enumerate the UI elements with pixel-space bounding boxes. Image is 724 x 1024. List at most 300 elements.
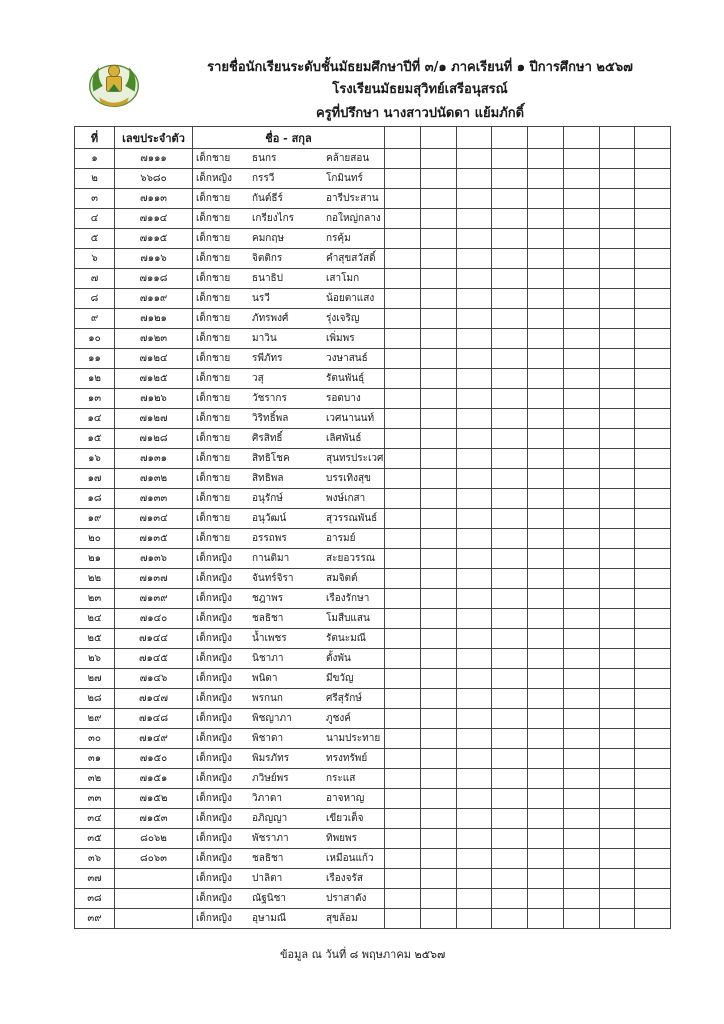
table-row	[75, 569, 671, 589]
blank-cell	[385, 589, 421, 609]
blank-cell	[599, 729, 635, 749]
table-row	[75, 489, 671, 509]
blank-cell	[456, 569, 492, 589]
last-name: ตั้งพัน	[326, 653, 351, 664]
data-date-footer: ข้อมูล ณ วันที่ ๘ พฤษภาคม ๒๕๖๗	[280, 948, 446, 961]
student-id: ๗๑๕๓	[115, 809, 193, 829]
first-name: น้ำเพชร	[252, 633, 287, 644]
student-table	[74, 126, 671, 929]
blank-cell	[635, 909, 671, 929]
blank-cell	[492, 209, 528, 229]
blank-cell	[635, 829, 671, 849]
blank-cell	[456, 489, 492, 509]
student-id: ๗๑๑๔	[115, 209, 193, 229]
blank-cell	[456, 689, 492, 709]
student-id: ๗๑๒๓	[115, 329, 193, 349]
blank-cell	[420, 889, 456, 909]
blank-cell	[420, 269, 456, 289]
first-name: อรรถพร	[252, 533, 287, 544]
first-name: พิชาดา	[252, 733, 284, 744]
blank-cell	[599, 629, 635, 649]
blank-cell	[528, 329, 564, 349]
blank-cell	[563, 609, 599, 629]
name-prefix: เด็กชาย	[196, 533, 231, 544]
blank-cell	[492, 349, 528, 369]
student-id: ๗๑๕๒	[115, 789, 193, 809]
blank-cell	[492, 669, 528, 689]
blank-cell	[420, 589, 456, 609]
blank-cell	[563, 489, 599, 509]
student-id: ๗๑๒๗	[115, 409, 193, 429]
blank-cell	[385, 329, 421, 349]
blank-cell	[492, 409, 528, 429]
blank-cell	[635, 229, 671, 249]
blank-cell	[456, 889, 492, 909]
blank-cell	[528, 389, 564, 409]
blank-cell	[456, 349, 492, 369]
row-number: ๑๒	[75, 369, 115, 389]
blank-cell	[599, 669, 635, 689]
blank-cell	[528, 729, 564, 749]
blank-cell	[492, 629, 528, 649]
row-number: ๑	[75, 149, 115, 169]
student-name	[193, 529, 385, 549]
table-row	[75, 429, 671, 449]
blank-cell	[420, 749, 456, 769]
student-id: ๗๑๔๕	[115, 649, 193, 669]
blank-cell	[492, 769, 528, 789]
student-name	[193, 549, 385, 569]
table-row	[75, 829, 671, 849]
first-name: ภัทรพงศ์	[252, 313, 289, 324]
last-name: วงษาสนธ์	[326, 353, 368, 364]
student-id: ๗๑๓๑	[115, 449, 193, 469]
table-row	[75, 389, 671, 409]
blank-cell	[528, 249, 564, 269]
blank-cell	[420, 389, 456, 409]
blank-cell	[385, 669, 421, 689]
first-name: พนิดา	[252, 673, 278, 684]
last-name: เสาโมก	[326, 273, 360, 284]
blank-cell	[420, 209, 456, 229]
student-id: ๗๑๑๘	[115, 269, 193, 289]
student-id: ๗๑๓๒	[115, 469, 193, 489]
blank-cell	[456, 529, 492, 549]
first-name: จิตติกร	[252, 253, 283, 264]
blank-cell	[599, 749, 635, 769]
last-name: ศรีสุรักษ์	[326, 693, 362, 704]
blank-cell	[456, 309, 492, 329]
blank-cell	[528, 669, 564, 689]
row-number: ๓๙	[75, 909, 115, 929]
blank-cell	[599, 509, 635, 529]
name-prefix: เด็กชาย	[196, 453, 231, 464]
student-id: ๘๐๖๒	[115, 829, 193, 849]
row-number: ๙	[75, 309, 115, 329]
blank-cell	[456, 729, 492, 749]
blank-cell	[563, 509, 599, 529]
student-id: ๗๑๑๕	[115, 229, 193, 249]
last-name: เรืองจรัส	[326, 873, 364, 884]
blank-cell	[385, 689, 421, 709]
blank-cell	[635, 889, 671, 909]
blank-cell	[599, 849, 635, 869]
first-name: ชลธิชา	[252, 853, 284, 864]
table-row	[75, 589, 671, 609]
table-row	[75, 269, 671, 289]
blank-cell	[599, 449, 635, 469]
blank-cell	[528, 849, 564, 869]
blank-cell	[635, 849, 671, 869]
blank-cell	[635, 209, 671, 229]
row-number: ๕	[75, 229, 115, 249]
student-name	[193, 789, 385, 809]
blank-cell	[635, 409, 671, 429]
table-row	[75, 409, 671, 429]
student-id: ๗๑๔๖	[115, 669, 193, 689]
last-name: เรืองรักษา	[326, 593, 370, 604]
blank-col	[563, 127, 599, 149]
name-prefix: เด็กชาย	[196, 333, 231, 344]
blank-cell	[492, 529, 528, 549]
blank-cell	[563, 709, 599, 729]
blank-cell	[599, 349, 635, 369]
blank-cell	[385, 149, 421, 169]
table-row	[75, 729, 671, 749]
last-name: คล้ายสอน	[326, 153, 370, 164]
blank-cell	[599, 289, 635, 309]
blank-cell	[385, 529, 421, 549]
blank-cell	[599, 369, 635, 389]
table-row	[75, 169, 671, 189]
name-prefix: เด็กชาย	[196, 353, 231, 364]
blank-cell	[385, 869, 421, 889]
blank-cell	[635, 749, 671, 769]
blank-cell	[456, 289, 492, 309]
blank-cell	[420, 529, 456, 549]
student-id: ๗๑๔๔	[115, 629, 193, 649]
row-number: ๓๑	[75, 749, 115, 769]
last-name: นามประทาย	[326, 733, 381, 744]
student-name	[193, 609, 385, 629]
blank-cell	[456, 629, 492, 649]
blank-cell	[528, 569, 564, 589]
blank-cell	[635, 669, 671, 689]
blank-cell	[599, 549, 635, 569]
last-name: เพิ่มพร	[326, 333, 355, 344]
blank-cell	[492, 149, 528, 169]
first-name: นรวี	[252, 293, 270, 304]
blank-cell	[385, 269, 421, 289]
table-header-row	[75, 127, 671, 149]
blank-cell	[420, 649, 456, 669]
school-emblem-logo	[86, 56, 142, 112]
student-name	[193, 149, 385, 169]
blank-cell	[385, 609, 421, 629]
blank-cell	[456, 469, 492, 489]
student-id: ๗๑๓๓	[115, 489, 193, 509]
last-name: สะยอวรรณ	[326, 553, 375, 564]
blank-cell	[456, 789, 492, 809]
blank-cell	[385, 289, 421, 309]
blank-col	[599, 127, 635, 149]
student-name	[193, 869, 385, 889]
blank-cell	[385, 909, 421, 929]
name-prefix: เด็กชาย	[196, 513, 231, 524]
row-number: ๒๓	[75, 589, 115, 609]
name-prefix: เด็กชาย	[196, 413, 231, 424]
blank-cell	[563, 229, 599, 249]
blank-cell	[456, 609, 492, 629]
name-prefix: เด็กหญิง	[196, 633, 232, 644]
blank-cell	[635, 349, 671, 369]
blank-cell	[456, 829, 492, 849]
first-name: กรรวี	[252, 173, 275, 184]
blank-cell	[599, 469, 635, 489]
table-row	[75, 629, 671, 649]
blank-cell	[528, 369, 564, 389]
table-row	[75, 809, 671, 829]
row-number: ๒๗	[75, 669, 115, 689]
student-id: ๖๖๘๐	[115, 169, 193, 189]
blank-cell	[599, 589, 635, 609]
blank-col	[456, 127, 492, 149]
first-name: ชฎาพร	[252, 593, 284, 604]
row-number: ๘	[75, 289, 115, 309]
table-row	[75, 449, 671, 469]
blank-cell	[385, 169, 421, 189]
row-number: ๑๙	[75, 509, 115, 529]
blank-cell	[563, 689, 599, 709]
blank-cell	[635, 729, 671, 749]
student-id	[115, 889, 193, 909]
blank-cell	[563, 289, 599, 309]
blank-cell	[420, 469, 456, 489]
row-number: ๑๘	[75, 489, 115, 509]
blank-cell	[599, 829, 635, 849]
last-name: เลิศพันธ์	[326, 433, 362, 444]
blank-cell	[563, 589, 599, 609]
blank-cell	[528, 429, 564, 449]
blank-cell	[492, 609, 528, 629]
student-id: ๗๑๒๖	[115, 389, 193, 409]
blank-cell	[385, 709, 421, 729]
first-name: ธนกร	[252, 153, 277, 164]
blank-cell	[528, 889, 564, 909]
blank-cell	[492, 569, 528, 589]
blank-cell	[563, 809, 599, 829]
student-name	[193, 389, 385, 409]
blank-cell	[635, 809, 671, 829]
last-name: สุขล้อม	[326, 913, 358, 924]
name-prefix: เด็กหญิง	[196, 593, 232, 604]
row-number: ๗	[75, 269, 115, 289]
student-id: ๗๑๓๖	[115, 549, 193, 569]
first-name: ศิรสิทธิ์	[252, 433, 283, 444]
table-row	[75, 649, 671, 669]
blank-cell	[456, 649, 492, 669]
first-name: จันทร์จิรา	[252, 573, 294, 584]
blank-cell	[385, 349, 421, 369]
row-number: ๒๙	[75, 709, 115, 729]
student-name	[193, 849, 385, 869]
blank-cell	[599, 429, 635, 449]
first-name: วัชรากร	[252, 393, 287, 404]
blank-cell	[528, 629, 564, 649]
student-id: ๗๑๑๓	[115, 189, 193, 209]
row-number: ๔	[75, 209, 115, 229]
blank-cell	[599, 309, 635, 329]
blank-cell	[385, 829, 421, 849]
blank-cell	[563, 449, 599, 469]
blank-cell	[528, 689, 564, 709]
blank-cell	[385, 749, 421, 769]
blank-cell	[563, 369, 599, 389]
student-name	[193, 689, 385, 709]
col-header-no: ที่	[75, 127, 115, 149]
blank-cell	[420, 309, 456, 329]
table-row	[75, 709, 671, 729]
blank-cell	[599, 649, 635, 669]
blank-cell	[528, 529, 564, 549]
student-name	[193, 729, 385, 749]
table-row	[75, 349, 671, 369]
last-name: อาจหาญ	[326, 793, 365, 804]
table-row	[75, 689, 671, 709]
blank-cell	[385, 189, 421, 209]
blank-cell	[420, 669, 456, 689]
table-row	[75, 889, 671, 909]
col-header-name: ชื่อ - สกุล	[193, 127, 385, 149]
blank-cell	[492, 849, 528, 869]
blank-cell	[456, 849, 492, 869]
blank-cell	[635, 289, 671, 309]
blank-cell	[385, 309, 421, 329]
blank-cell	[563, 669, 599, 689]
blank-cell	[456, 509, 492, 529]
student-name	[193, 209, 385, 229]
blank-cell	[563, 389, 599, 409]
blank-cell	[563, 889, 599, 909]
blank-cell	[528, 489, 564, 509]
last-name: ภูชงค์	[326, 713, 351, 724]
blank-cell	[492, 869, 528, 889]
student-name	[193, 489, 385, 509]
blank-cell	[420, 809, 456, 829]
blank-cell	[420, 449, 456, 469]
blank-cell	[635, 269, 671, 289]
blank-cell	[420, 849, 456, 869]
blank-cell	[528, 809, 564, 829]
name-prefix: เด็กหญิง	[196, 913, 232, 924]
blank-cell	[563, 869, 599, 889]
student-name	[193, 749, 385, 769]
blank-cell	[420, 489, 456, 509]
blank-cell	[599, 709, 635, 729]
student-id: ๘๐๖๓	[115, 849, 193, 869]
blank-cell	[528, 349, 564, 369]
table-row	[75, 209, 671, 229]
blank-cell	[420, 229, 456, 249]
student-name	[193, 289, 385, 309]
blank-cell	[563, 569, 599, 589]
blank-cell	[635, 189, 671, 209]
blank-cell	[420, 729, 456, 749]
student-name	[193, 429, 385, 449]
student-id: ๗๑๓๕	[115, 529, 193, 549]
table-row	[75, 749, 671, 769]
name-prefix: เด็กหญิง	[196, 753, 232, 764]
blank-cell	[492, 509, 528, 529]
blank-cell	[492, 809, 528, 829]
blank-cell	[492, 289, 528, 309]
blank-cell	[385, 789, 421, 809]
blank-cell	[635, 649, 671, 669]
blank-cell	[492, 329, 528, 349]
name-prefix: เด็กหญิง	[196, 693, 232, 704]
blank-cell	[635, 509, 671, 529]
first-name: พรกนก	[252, 693, 283, 704]
student-name	[193, 669, 385, 689]
student-name	[193, 709, 385, 729]
blank-cell	[635, 249, 671, 269]
first-name: ธนาธิป	[252, 273, 284, 284]
student-name	[193, 649, 385, 669]
blank-cell	[456, 229, 492, 249]
row-number: ๑๑	[75, 349, 115, 369]
name-prefix: เด็กหญิง	[196, 173, 232, 184]
blank-cell	[492, 169, 528, 189]
first-name: อภิญญา	[252, 813, 288, 824]
blank-cell	[635, 169, 671, 189]
blank-cell	[456, 369, 492, 389]
blank-cell	[563, 269, 599, 289]
blank-cell	[456, 149, 492, 169]
blank-cell	[385, 809, 421, 829]
blank-cell	[599, 529, 635, 549]
blank-cell	[599, 249, 635, 269]
blank-col	[385, 127, 421, 149]
name-prefix: เด็กหญิง	[196, 673, 232, 684]
student-id: ๗๑๔๙	[115, 729, 193, 749]
blank-cell	[492, 729, 528, 749]
blank-cell	[635, 609, 671, 629]
blank-cell	[420, 409, 456, 429]
first-name: ชลธิชา	[252, 613, 284, 624]
blank-cell	[456, 389, 492, 409]
table-row	[75, 509, 671, 529]
table-row	[75, 369, 671, 389]
blank-cell	[635, 549, 671, 569]
blank-cell	[385, 369, 421, 389]
blank-cell	[420, 149, 456, 169]
student-name	[193, 889, 385, 909]
blank-cell	[635, 149, 671, 169]
student-name	[193, 629, 385, 649]
blank-cell	[385, 229, 421, 249]
blank-cell	[563, 429, 599, 449]
blank-cell	[385, 649, 421, 669]
last-name: สุวรรณพันธ์	[326, 513, 378, 524]
first-name: อนุวัฒน์	[252, 513, 287, 524]
first-name: กันต์ธีร์	[252, 193, 283, 204]
blank-cell	[635, 569, 671, 589]
blank-cell	[420, 869, 456, 889]
name-prefix: เด็กชาย	[196, 193, 231, 204]
last-name: ทิพยพร	[326, 833, 358, 844]
row-number: ๓๐	[75, 729, 115, 749]
blank-cell	[528, 869, 564, 889]
